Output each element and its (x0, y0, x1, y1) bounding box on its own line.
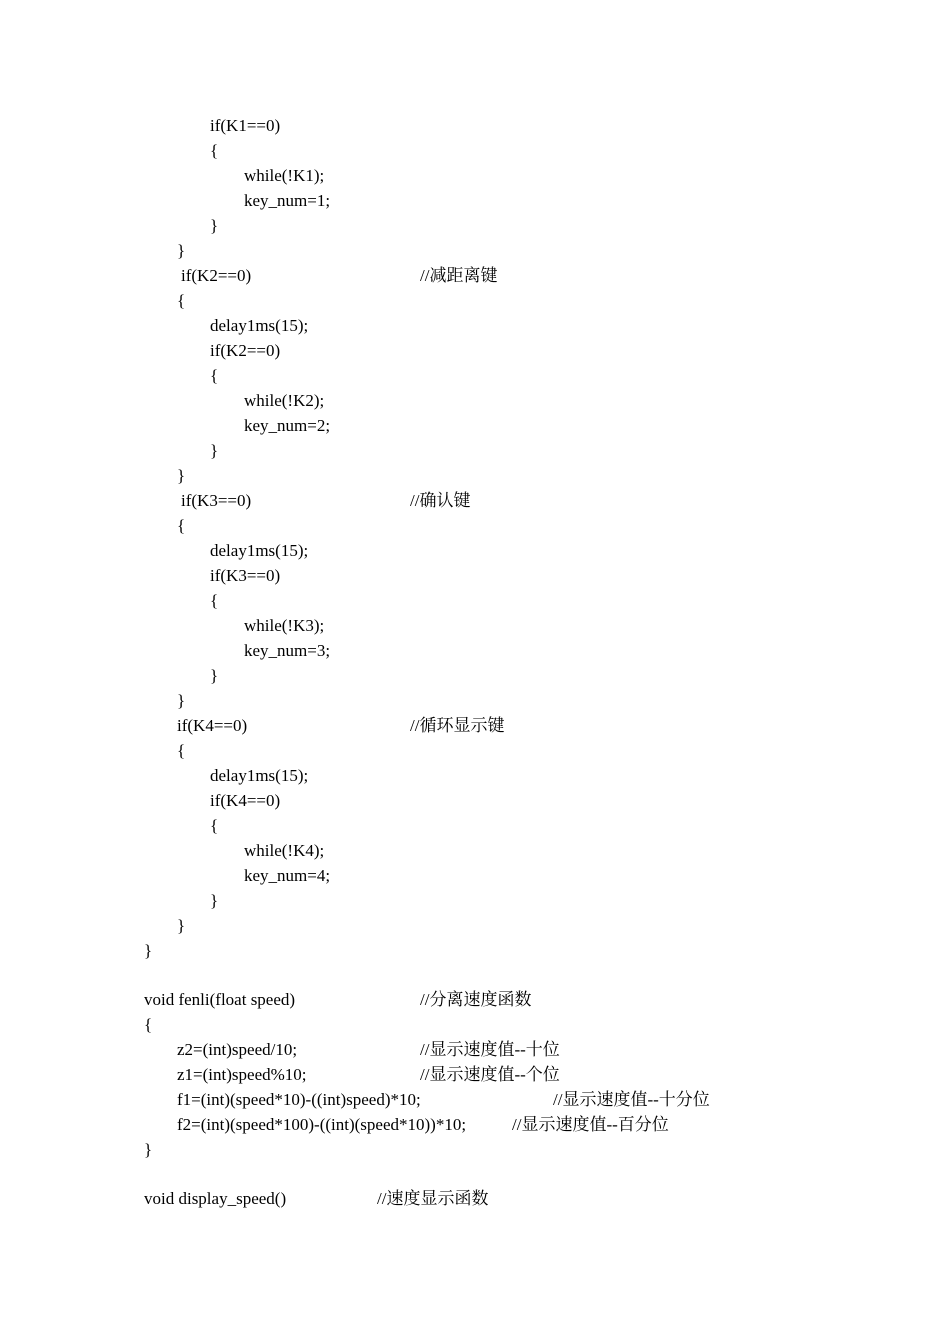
code-comment: //循环显示键 (410, 716, 505, 735)
code-line: key_num=1; (244, 191, 331, 210)
code-line: if(K1==0) (210, 116, 281, 135)
code-line: void display_speed() (144, 1189, 287, 1208)
code-comment: //显示速度值--个位 (420, 1065, 560, 1084)
code-line: { (177, 516, 186, 535)
code-comment: //速度显示函数 (377, 1189, 489, 1208)
code-comment: //确认键 (410, 491, 471, 510)
code-line: { (177, 291, 186, 310)
code-line: } (210, 216, 219, 235)
code-line: { (210, 591, 219, 610)
code-line: if(K4==0) (177, 716, 248, 735)
code-line: f1=(int)(speed*10)-((int)speed)*10; (177, 1090, 421, 1109)
code-line: if(K2==0) (181, 266, 252, 285)
code-line: z2=(int)speed/10; (177, 1040, 298, 1059)
code-line: { (177, 741, 186, 760)
code-line: if(K3==0) (181, 491, 252, 510)
code-comment: //分离速度函数 (420, 990, 532, 1009)
code-line: delay1ms(15); (210, 766, 309, 785)
code-line: } (210, 666, 219, 685)
code-line: } (144, 941, 153, 960)
code-line: if(K2==0) (210, 341, 281, 360)
code-line: key_num=3; (244, 641, 331, 660)
code-line: } (177, 241, 186, 260)
code-line: } (177, 691, 186, 710)
code-comment: //减距离键 (420, 266, 498, 285)
code-line: { (144, 1015, 153, 1034)
code-comment: //显示速度值--十位 (420, 1040, 560, 1059)
code-line: { (210, 141, 219, 160)
code-line: f2=(int)(speed*100)-((int)(speed*10))*10; (177, 1115, 467, 1134)
code-comment: //显示速度值--百分位 (512, 1115, 669, 1134)
code-line: if(K4==0) (210, 791, 281, 810)
code-line: while(!K2); (244, 391, 325, 410)
code-line: delay1ms(15); (210, 541, 309, 560)
code-line: key_num=2; (244, 416, 331, 435)
code-line: void fenli(float speed) (144, 990, 296, 1009)
code-line: delay1ms(15); (210, 316, 309, 335)
code-line: { (210, 816, 219, 835)
code-line: } (210, 441, 219, 460)
code-line: z1=(int)speed%10; (177, 1065, 307, 1084)
code-line: while(!K1); (244, 166, 325, 185)
code-line: } (210, 891, 219, 910)
code-line: } (144, 1140, 153, 1159)
code-line: key_num=4; (244, 866, 331, 885)
code-comment: //显示速度值--十分位 (553, 1090, 710, 1109)
code-line: while(!K4); (244, 841, 325, 860)
code-line: } (177, 916, 186, 935)
code-line: } (177, 466, 186, 485)
code-line: { (210, 366, 219, 385)
code-line: while(!K3); (244, 616, 325, 635)
code-line: if(K3==0) (210, 566, 281, 585)
